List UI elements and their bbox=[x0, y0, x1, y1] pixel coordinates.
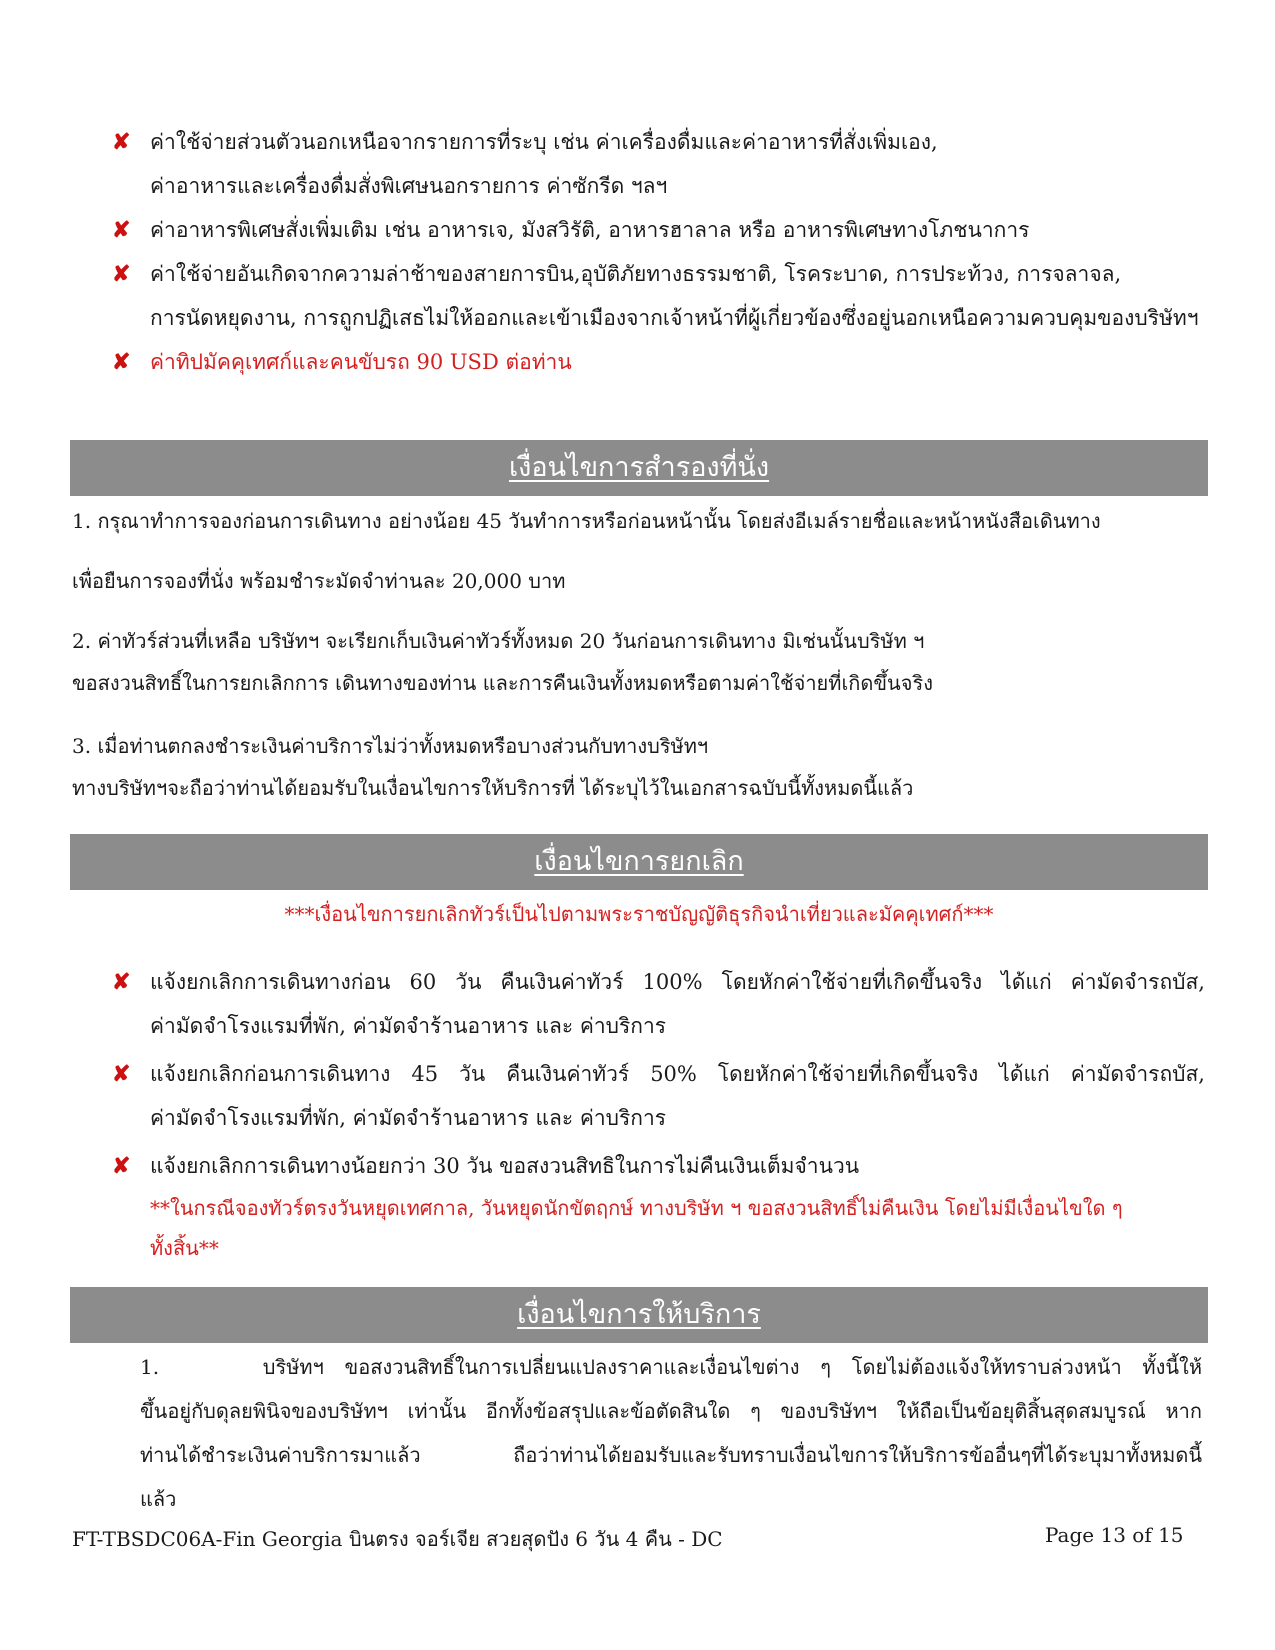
paragraph-line: 3. เมื่อท่านตกลงชำระเงินค่าบริการไม่ว่าทั้งหมดหรือบางส่วนกับทางบริษัทฯ bbox=[72, 734, 709, 758]
footer-doc-id: FT-TBSDC06A-Fin Georgia บินตรง จอร์เจีย สวยสุดปัง 6 วัน 4 คืน - DC bbox=[72, 1527, 723, 1551]
list-item bbox=[110, 1052, 1205, 1140]
paragraph-line: ขอสงวนสิทธิ์ในการยกเลิกการ เดินทางของท่าน และการคืนเงินทั้งหมดหรือตามค่าใช้จ่ายที่เกิดขึ้นจริง bbox=[72, 671, 933, 695]
item-line: แจ้งยกเลิกการเดินทางน้อยกว่า 30 วัน ขอสงวนสิทธิในการไม่คืนเงินเต็มจำนวน bbox=[150, 1154, 860, 1178]
paragraph-line: ท่านได้ชำระเงินค่าบริการมาแล้ว ถือว่าท่านได้ยอมรับและรับทราบเงื่อนไขการให้บริการข้ออื่นๆที่ได้ระบุมาทั้งหมดนี้ bbox=[140, 1443, 1202, 1467]
section-header-cancel bbox=[70, 834, 1208, 890]
holiday-note bbox=[110, 1188, 1205, 1268]
list-item bbox=[110, 340, 1205, 384]
page-number: Page 13 of 15 bbox=[1045, 1523, 1184, 1547]
item-line: ค่าอาหารและเครื่องดื่มสั่งพิเศษนอกรายการ ค่าซักรีด ฯลฯ bbox=[150, 174, 668, 198]
service-clause-1 bbox=[140, 1345, 1202, 1521]
section-title: เงื่อนไขการยกเลิก bbox=[534, 846, 744, 877]
cross-mark-icon: ✘ bbox=[112, 969, 131, 995]
list-item bbox=[110, 208, 1205, 252]
cross-mark-icon: ✘ bbox=[112, 217, 131, 243]
note-line: ทั้งสิ้น** bbox=[150, 1236, 219, 1260]
item-line: ค่าทิปมัคคุเทศก์และคนขับรถ 90 USD ต่อท่าน bbox=[150, 350, 572, 374]
section-header-booking bbox=[70, 440, 1208, 496]
cross-mark-icon: ✘ bbox=[112, 129, 131, 155]
section-title: เงื่อนไขการสำรองที่นั่ง bbox=[508, 452, 770, 483]
paragraph-line: ขึ้นอยู่กับดุลยพินิจของบริษัทฯ เท่านั้น อีกทั้งข้อสรุปและข้อตัดสินใด ๆ ของบริษัทฯ ให้ถือเป็นข้อยุติสิ้นสุดสมบูรณ์ หาก bbox=[140, 1399, 1202, 1423]
item-line: ค่าใช้จ่ายอันเกิดจากความล่าช้าของสายการบิน,อุบัติภัยทางธรรมชาติ, โรคระบาด, การประท้วง, การจลาจล, bbox=[150, 262, 1122, 286]
list-item bbox=[110, 960, 1205, 1048]
cross-mark-icon: ✘ bbox=[112, 261, 131, 287]
list-item bbox=[110, 1144, 1205, 1188]
cancel-list bbox=[110, 960, 1205, 1268]
section-header-service bbox=[70, 1287, 1208, 1343]
booking-clause-1 bbox=[72, 500, 1192, 602]
cancel-notice: ***เงื่อนไขการยกเลิกทัวร์เป็นไปตามพระราชบัญญัติธุรกิจนำเที่ยวและมัคคุเทศก์*** bbox=[284, 902, 994, 926]
paragraph-line: เพื่อยืนการจองที่นั่ง พร้อมชำระมัดจำท่านละ 20,000 บาท bbox=[72, 569, 566, 593]
cross-mark-icon: ✘ bbox=[112, 1061, 131, 1087]
paragraph-line: ทางบริษัทฯจะถือว่าท่านได้ยอมรับในเงื่อนไขการให้บริการที่ ได้ระบุไว้ในเอกสารฉบับนี้ทั้งหมดนี้แล้ว bbox=[72, 776, 914, 800]
item-line: ค่ามัดจำโรงแรมที่พัก, ค่ามัดจำร้านอาหาร และ ค่าบริการ bbox=[150, 1014, 667, 1038]
note-line: **ในกรณีจองทัวร์ตรงวันหยุดเทศกาล, วันหยุดนักขัตฤกษ์ ทางบริษัท ฯ ขอสงวนสิทธิ์ไม่คืนเงิน โดยไม่มีเงื่อนไขใด ๆ bbox=[150, 1196, 1123, 1220]
exclusions-list bbox=[110, 120, 1205, 384]
cross-mark-icon: ✘ bbox=[112, 349, 131, 375]
item-line: แจ้งยกเลิกการเดินทางก่อน 60 วัน คืนเงินค่าทัวร์ 100% โดยหักค่าใช้จ่ายที่เกิดขึ้นจริง ได้แก่ ค่ามัดจำรถบัส, bbox=[150, 970, 1205, 994]
list-item bbox=[110, 252, 1205, 340]
item-line: การนัดหยุดงาน, การถูกปฏิเสธไม่ให้ออกและเข้าเมืองจากเจ้าหน้าที่ผู้เกี่ยวข้องซึ่งอยู่นอกเหนือความควบคุมของบริษัทฯ bbox=[150, 306, 1199, 330]
item-line: ค่ามัดจำโรงแรมที่พัก, ค่ามัดจำร้านอาหาร และ ค่าบริการ bbox=[150, 1106, 667, 1130]
booking-clause-2 bbox=[72, 620, 1192, 704]
cross-mark-icon: ✘ bbox=[112, 1153, 131, 1179]
list-item bbox=[110, 120, 1205, 208]
booking-clause-3 bbox=[72, 725, 1192, 809]
item-line: ค่าใช้จ่ายส่วนตัวนอกเหนือจากรายการที่ระบุ เช่น ค่าเครื่องดื่มและค่าอาหารที่สั่งเพิ่มเอง, bbox=[150, 130, 938, 154]
paragraph-line: 1. กรุณาทำการจองก่อนการเดินทาง อย่างน้อย 45 วันทำการหรือก่อนหน้านั้น โดยส่งอีเมล์รายชื่อและหน้าหนังสือเดินทาง bbox=[72, 509, 1101, 533]
section-title: เงื่อนไขการให้บริการ bbox=[517, 1299, 761, 1330]
paragraph-line: 2. ค่าทัวร์ส่วนที่เหลือ บริษัทฯ จะเรียกเก็บเงินค่าทัวร์ทั้งหมด 20 วันก่อนการเดินทาง มิเช่นนั้นบริษัท ฯ bbox=[72, 629, 925, 653]
paragraph-line: 1. บริษัทฯ ขอสงวนสิทธิ์ในการเปลี่ยนแปลงราคาและเงื่อนไขต่าง ๆ โดยไม่ต้องแจ้งให้ทราบล่วงหน้า ทั้งนี้ให้ bbox=[140, 1355, 1202, 1379]
item-line: ค่าอาหารพิเศษสั่งเพิ่มเติม เช่น อาหารเจ, มังสวิรัติ, อาหารฮาลาล หรือ อาหารพิเศษทางโภชนาการ bbox=[150, 218, 1030, 242]
paragraph-line: แล้ว bbox=[140, 1487, 177, 1511]
item-line: แจ้งยกเลิกก่อนการเดินทาง 45 วัน คืนเงินค่าทัวร์ 50% โดยหักค่าใช้จ่ายที่เกิดขึ้นจริง ได้แก่ ค่ามัดจำรถบัส, bbox=[150, 1062, 1205, 1086]
